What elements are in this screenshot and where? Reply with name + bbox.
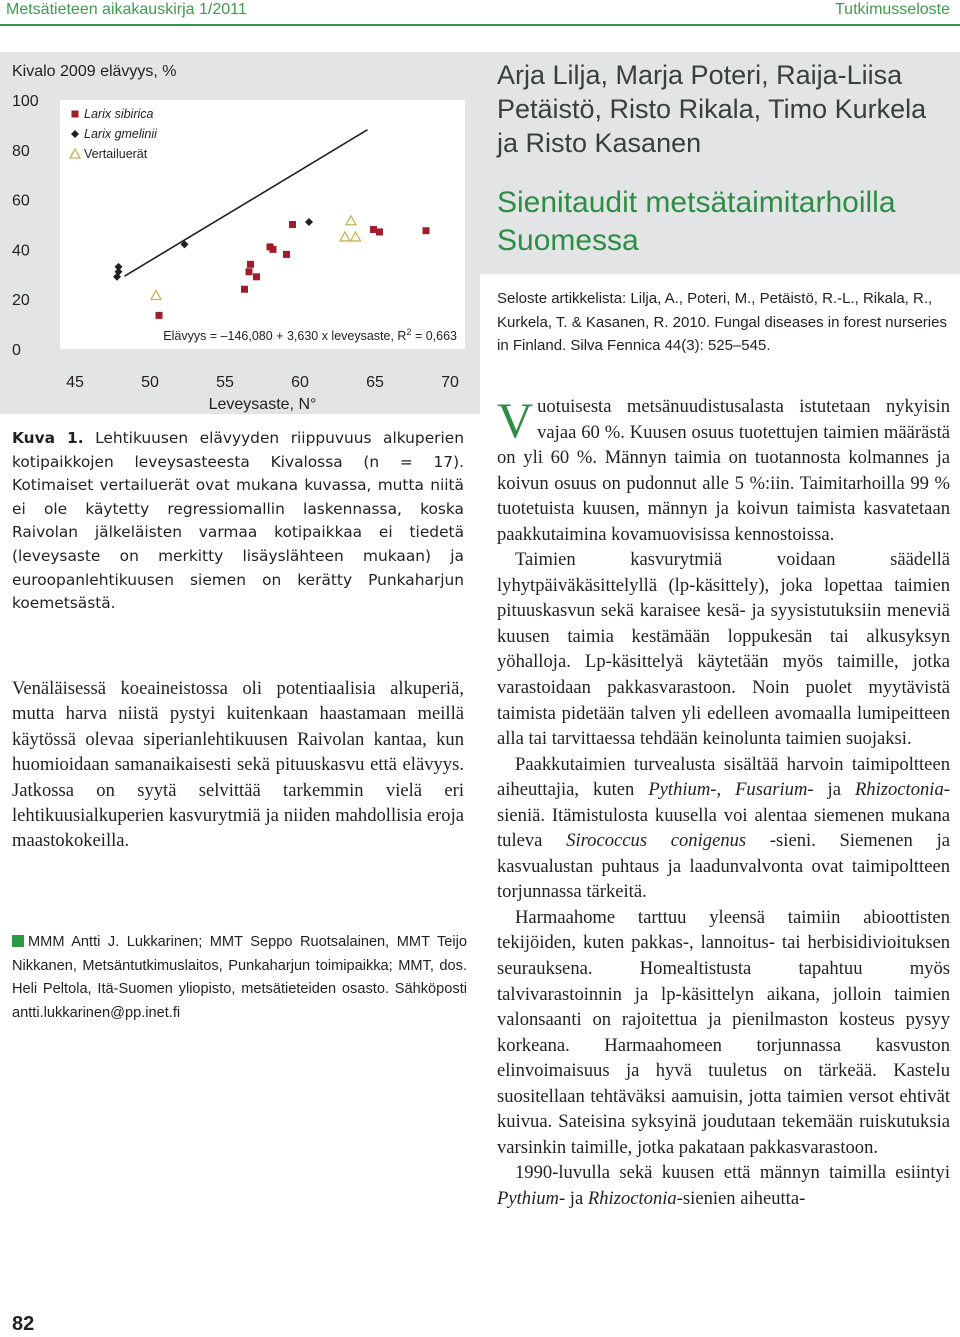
data-point-square [283, 251, 290, 258]
y-tick-label: 80 [12, 142, 30, 160]
legend-marker-square [72, 111, 79, 118]
author-affiliation [12, 931, 467, 1025]
data-point-square [376, 228, 383, 235]
figure-panel [0, 52, 480, 414]
section-label: Tutkimusseloste [835, 1, 950, 18]
caption-label: Kuva 1. [12, 429, 84, 447]
data-point-square [246, 268, 253, 275]
caption-text: Lehtikuusen elävyyden riippuvuus alkuperien kotipaikkojen leveysasteesta Kivalossa (n = 17). Kotimaiset vertailuerät ovat mukana kuvassa, mutta niitä ei ole käytetty regressiomallin laskennassa, koska Raivolan jälkeläisten varmaa kotipaikkaa ei tiedetä (leveysaste on merkitty lisäyslähteen mukaan) ja euroopanlehtikuusen siemen on kerätty Punkaharjun koemetsästä. [12, 429, 464, 613]
x-tick-label: 65 [366, 374, 384, 391]
data-point-square [423, 227, 430, 234]
legend-label: Larix gmelinii [84, 127, 157, 141]
right-paragraph-1 [497, 394, 950, 547]
p3-italic-rhizoctonia: Rhizoctonia [854, 779, 944, 801]
right-paragraph-2: Taimien kasvurytmiä voidaan säädellä lyhytpäiväkäsittelyllä (lp-käsittely), joka lopettaa taimien pituuskasvun sekä karaisee kesä- ja syysistutuksiin meneviä kuusen taimia kestämään loppukesän tai alkusyksyn yöhalloja. Lp-käsittelyä käytetään myös taimille, jotka varastoidaan pakkasvarastoon. Noin puolet myytävistä taimista pidetään talven yli edelleen avomaalla lumipeitteen alla tai tarvittaessa tehdään keinolunta taimien suojaksi. [497, 549, 950, 750]
page-number: 82 [12, 1313, 35, 1335]
right-paragraph-3 [497, 752, 950, 905]
article-authors: Arja Lilja, Marja Poteri, Raija-Liisa Petäistö, Risto Rikala, Timo Kurkela ja Risto Kasanen [497, 60, 927, 158]
p5-italic-rhizoctonia: Rhizoctonia [587, 1187, 677, 1209]
data-point-square [253, 273, 260, 280]
square-bullet-icon [12, 935, 24, 947]
p3-text-b: -, [710, 779, 736, 801]
y-tick-label: 0 [12, 342, 21, 359]
running-header [0, 0, 960, 26]
chart-title: Kivalo 2009 elävyys, % [12, 63, 177, 80]
right-paragraph-1-text: uotuisesta metsänuudistusalasta istutetaan nykyisin vajaa 60 %. Kuusen osuus tuotettujen taimien määrästä on yli 60 %. Männyn taimia on tuotannosta kolmannes ja koivun osuus on pudonnut alle 5 %:iin. Taimitarhoilla 99 % tuotetuista kuusen, männyn ja koivun taimista kasvatetaan paakkutaimina kovamuovisissa kennostoissa. [497, 396, 950, 545]
x-tick-label: 60 [291, 374, 309, 391]
data-point-square [370, 226, 377, 233]
left-paragraph: Venäläisessä koeaineistossa oli potentiaalisia alkuperiä, mutta harva niistä pystyi kuitenkaan haastamaan meillä käytössä olevaa siperianlehtikuusen Raivolan kantaa, kun huomioidaan samanaikaisesti sekä pituuskasvu että elävyys. Jatkossa on syytä selvittää tarkemmin vielä eri lehtikuusialkuperien kasvurytmiä ja niiden mahdollisia eroja maastokokeilla. [12, 678, 464, 852]
regression-equation: Elävyys = –146,080 + 3,630 x leveysaste, $R^2 = 0,663$ [163, 327, 457, 343]
data-point-square [289, 221, 296, 228]
p3-text-d: -sieniä. Itämistulosta kuusella voi alentaa siemenen mukana tuleva [497, 779, 950, 852]
y-tick-label: 100 [12, 93, 39, 110]
p3-text-e: -sieni. Siemenen ja kasvualustan puhtaus ja laadunvalvonta ovat taimipoltteen torjunnassa tärkeitä. [497, 830, 950, 903]
right-paragraph-4: Harmaahome tarttuu yleensä taimiin abioottisten tekijöiden, kuten pakkas-, lannoitus- tai herbisidivioituksen seurauksena. Homealtistusta tapahtuu myös talvivarastoinnin ja lp-käsittelyn aikana, jolloin taimien valonsaanti on rajoitettua ja pienilmaston kosteus pysyy korkeana. Harmaahomeen torjunnassa kasvuston elinvoimaisuus ja hyvä tuuletus on tärkeää. Kastelu suositellaan tehtäväksi aamuisin, jotta taimien versot ehtivät kuivua. Sateisina syksyinä joudutaan tekemään ruiskutuksia varsinkin taimille, jotka pakataan pakkasvarastoon. [497, 906, 950, 1158]
p5-italic-pythium: Pythium [497, 1187, 559, 1209]
data-point-square [247, 261, 254, 268]
p3-italic-fusarium: Fusarium [735, 779, 808, 801]
right-body-text [497, 394, 950, 1212]
data-point-square [270, 246, 277, 253]
x-tick-label: 45 [66, 374, 84, 391]
data-point-square [241, 286, 248, 293]
p3-italic-pythium: Pythium [648, 779, 711, 801]
article-title: Sienitaudit metsätaimitarhoilla Suomessa [497, 186, 896, 257]
y-tick-label: 40 [12, 242, 30, 260]
legend-label: Larix sibirica [84, 107, 154, 121]
scatter-chart [0, 52, 480, 414]
data-point-square [156, 312, 163, 319]
drop-cap: V [497, 392, 534, 448]
x-tick-label: 70 [441, 374, 459, 391]
legend-label: Vertailuerät [84, 147, 148, 161]
x-axis-label: Leveysaste, N° [208, 396, 317, 413]
affiliation-text: MMM Antti J. Lukkarinen; MMT Seppo Ruotsalainen, MMT Teijo Nikkanen, Metsäntutkimuslaitos, Punkaharjun toimipaikka; MMT, dos. Heli Peltola, Itä-Suomen yliopisto, metsätieteiden osasto. Sähköposti antti.lukkarinen@pp.inet.fi [12, 934, 467, 1021]
article-reference: Seloste artikkelista: Lilja, A., Poteri, M., Petäistö, R.-L., Rikala, R., Kurkela, T. & Kasanen, R. 2010. Fungal diseases in forest nurseries in Finland. Silva Fennica 44(3): 525–545. [497, 290, 947, 354]
y-tick-label: 60 [12, 192, 30, 210]
journal-title: Metsätieteen aikakauskirja 1/2011 [6, 1, 247, 18]
p3-italic-sirococcus: Sirococcus conigenus [566, 830, 747, 852]
p5-text-b: - ja [558, 1187, 588, 1209]
figure-caption [12, 427, 464, 616]
x-tick-label: 50 [141, 374, 159, 391]
p3-text-c: - ja [807, 779, 855, 801]
p3-text-a: Paakkutaimien turvealusta sisältää harvoin taimipoltteen aiheuttajia, kuten [497, 753, 950, 801]
left-body-text [12, 676, 464, 854]
y-tick-label: 20 [12, 292, 30, 310]
x-tick-label: 55 [216, 374, 234, 391]
right-paragraph-5 [497, 1160, 950, 1211]
p5-text-c: -sienien aiheutta- [676, 1187, 806, 1209]
p5-text-a: 1990-luvulla sekä kuusen että männyn taimilla esiintyi [515, 1162, 950, 1184]
